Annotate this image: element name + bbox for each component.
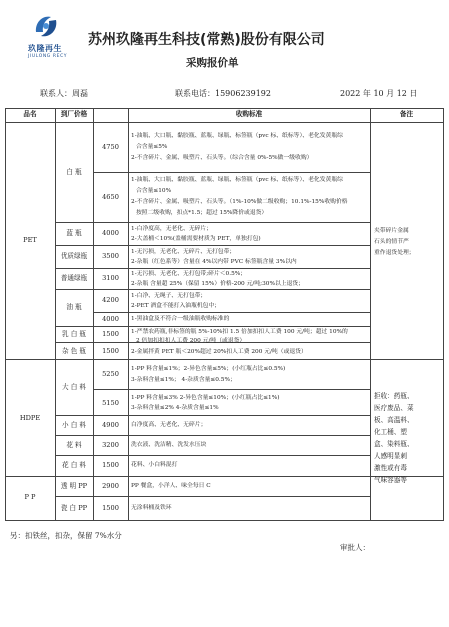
- price-milk-white: 1500: [102, 330, 119, 338]
- price-big-white-grade1: 5250: [102, 370, 119, 378]
- price-porcelain-pp: 1500: [102, 504, 119, 512]
- standard-text: 1-白净、无绳子、无打包带；: [131, 293, 207, 299]
- standard-text: 1-无污损、无老化、无打包带;碎片＜0.5%；: [131, 271, 247, 277]
- product-white-bottle: 白 瓶: [66, 168, 82, 176]
- group-pp: P P: [24, 493, 36, 501]
- price-oil-grade2: 4000: [102, 315, 119, 323]
- standard-text: 合含量≤5%: [136, 144, 168, 150]
- document-date: 2022 年 10 月 12 日: [340, 89, 418, 98]
- header-name: 品名: [23, 110, 37, 118]
- remark-text: 拒收：药瓶、: [374, 392, 414, 400]
- standard-text: 1-黑油盒及不符合一级油瓶收购标准的: [131, 316, 230, 322]
- standard-text: 2 倍加扣扣扣人工费 200 元/吨（或退货）: [136, 338, 246, 344]
- price-small-white: 4900: [102, 421, 119, 429]
- standard-text: 1-严禁农药瓶,非标签的瓶 5%-10%扣 1.5 倍加扣扣人工费 100 元/吨；超过 10%的: [131, 329, 348, 335]
- contact-person: 联系人：周磊: [40, 89, 88, 98]
- price-white-grade1: 4750: [102, 143, 119, 151]
- product-mixed-color: 杂 色 瓶: [62, 347, 86, 355]
- standard-text: 2-PET 酒盒不能打入油瓶机包中；: [131, 303, 221, 309]
- remark-text: 化工桶、塑: [374, 428, 407, 436]
- product-oil-bottle: 油 瓶: [66, 303, 82, 311]
- standard-text: PP 餐盒，小洋人、味全每日 C: [131, 483, 211, 489]
- remark-text: 盒、染料瓶、: [374, 440, 414, 448]
- standard-text: 2-杂瓶 含量超 25%（保留 15%）价格-200 元/吨;30%以上退货；: [131, 281, 304, 287]
- reviewer-label: 审批人：: [340, 543, 370, 552]
- price-big-white-grade2: 5150: [102, 399, 119, 407]
- remark-text: 夹带碎片金属: [374, 228, 409, 234]
- standard-text: 1-油瓶、大口瓶、黏胶瓶、蓝瓶、绿瓶、标签瓶（pvc 标、纸标等）、老化发黄瓶综: [131, 177, 343, 183]
- standard-text: 1-白净度高，无老化、无碎片；: [131, 226, 213, 232]
- product-small-white: 小 白 料: [62, 421, 86, 429]
- document-title: 采购报价单: [186, 57, 239, 69]
- header-price: 到厂价格: [60, 110, 88, 118]
- remark-text: 气味容器等: [374, 476, 407, 484]
- standard-text: 1-PP 料含量≤1%；2-异色含量≤5%；(小红瓶占比≤0.5%): [131, 366, 286, 372]
- standard-text: 花料、小白料混打: [131, 462, 178, 468]
- product-clear-pp: 透 明 PP: [60, 482, 88, 490]
- standard-text: 无涂料桶及铁环: [131, 505, 172, 511]
- price-oil-grade1: 4200: [102, 296, 119, 304]
- group-hdpe: HDPE: [19, 414, 41, 422]
- contact-phone: 联系电话：15906239192: [175, 89, 271, 98]
- standard-text: 按照二级收购，扣点*1.5；超过 15%降价或退货）: [136, 210, 268, 216]
- standard-text: 2-杂瓶（红色系等）含量在 4%以内带 PVC 标签瓶含量 3%以内: [131, 259, 297, 265]
- product-blue-bottle: 蓝 瓶: [66, 229, 82, 237]
- remark-text: 石头的情节严: [374, 239, 409, 245]
- price-premium-green: 3500: [102, 252, 119, 260]
- price-flower: 3200: [102, 441, 119, 449]
- price-mixed-color: 1500: [102, 347, 119, 355]
- logo-name: 玖隆再生: [28, 44, 62, 53]
- product-normal-green: 普通绿瓶: [60, 274, 88, 282]
- standard-text: 3-杂料含量≤2% 4-杂质含量≤1%: [131, 405, 219, 411]
- product-premium-green: 优质绿瓶: [60, 252, 88, 260]
- remark-text: 板、高温料、: [374, 416, 414, 424]
- company-name: 苏州玖隆再生科技(常熟)股份有限公司: [88, 32, 325, 48]
- price-clear-pp: 2900: [102, 482, 119, 490]
- standard-text: 洗衣液、洗洁精、洗发水压块: [131, 442, 207, 448]
- remark-text: 医疗废品、菜: [374, 404, 414, 412]
- standard-text: 2-大盖桶＜10%(盖桶需要材质为 PET，单独打包): [131, 236, 261, 242]
- product-milk-white: 乳 白 瓶: [62, 330, 86, 338]
- header-remark: 备注: [399, 110, 414, 118]
- standard-text: 3-杂料含量≤1%； 4-杂质含量≤0.5%；: [131, 377, 236, 383]
- price-white-grade2: 4650: [102, 193, 119, 201]
- group-pet: PET: [23, 236, 37, 244]
- standard-text: 1-PP 料含量≤3% 2-异色含量≤10%；(小红瓶占比≤1%): [131, 395, 280, 401]
- header-standard: 收购标准: [235, 110, 263, 118]
- price-flower-white: 1500: [102, 461, 119, 469]
- product-flower: 花 料: [66, 441, 82, 449]
- price-blue: 4000: [102, 229, 119, 237]
- standard-text: 合含量≤10%: [136, 188, 172, 194]
- standard-text: 白净度高、无老化、无碎片；: [131, 422, 207, 428]
- logo-english: JIULONG RECY: [28, 54, 68, 59]
- remark-text: 重作退货处理；: [374, 250, 415, 256]
- product-big-white: 大 白 料: [62, 383, 86, 391]
- standard-text: 2-不含碎片、金属、吸塑片、石头等。（1%-10%做二级收购；10.1%-15%收购价格: [131, 199, 348, 205]
- product-flower-white: 花 白 料: [62, 461, 86, 469]
- standard-text: 1-无污损，无老化、无碎片、无打包带；: [131, 249, 236, 255]
- company-logo-icon: [33, 12, 59, 40]
- standard-text: 1-油瓶、大口瓶、黏胶瓶、蓝瓶、绿瓶、标签瓶（pvc 标、纸标等）、老化发黄瓶综: [131, 133, 343, 139]
- remark-text: 激性或有毒: [374, 464, 407, 472]
- deduction-note: 另：扣铁丝，扣杂，保留 7%水分: [10, 531, 122, 540]
- standard-text: 2-金属拌黄 PET 瓶＜20%超过 20%扣人工费 200 元/吨（或退货）: [131, 349, 307, 355]
- remark-text: 人感明显刺: [374, 452, 407, 460]
- price-normal-green: 3100: [102, 274, 119, 282]
- standard-text: 2-不含碎片、金属、吸塑片、石头等。（综合含量 0%-5%做一级收购）: [131, 155, 313, 161]
- product-porcelain-pp: 瓷 白 PP: [60, 504, 88, 512]
